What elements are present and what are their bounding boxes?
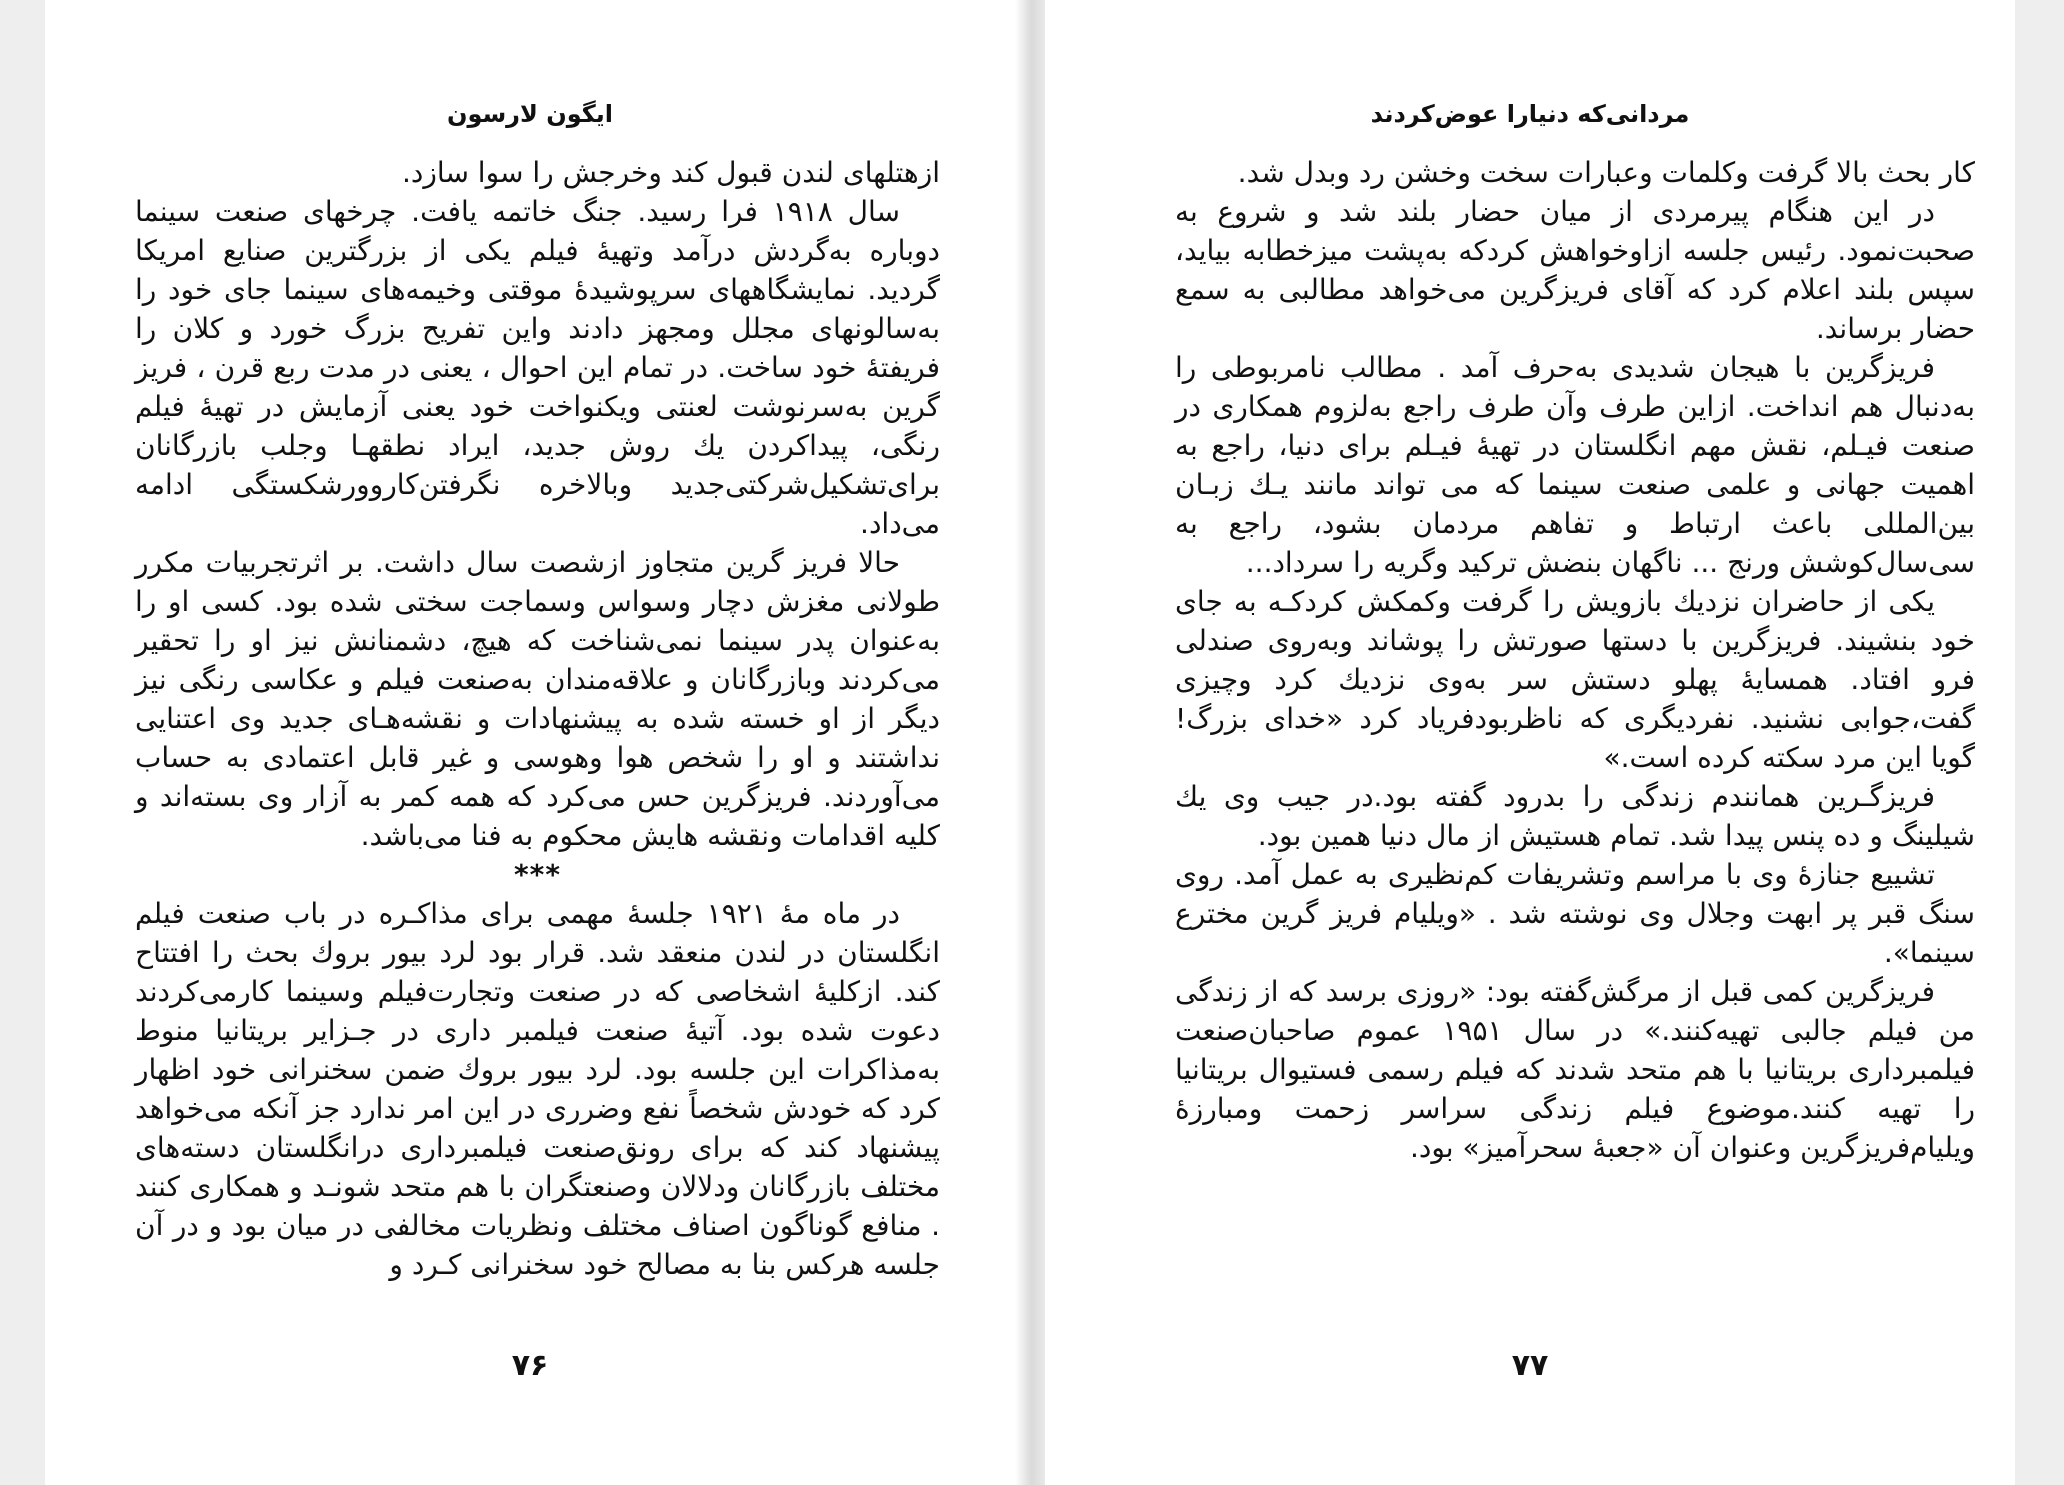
page-number: ۷۷ xyxy=(1511,1348,1549,1383)
paragraph: در ماه مهٔ ۱۹۲۱ جلسهٔ مهمی برای مذاکـره در باب صنعت فیلم انگلستان در لندن منعقد شد. قرار بود لرد بیور بروك بحث را افتتاح کند. ازکلیهٔ اشخاصی که در صنعت وتجارت‌فیلم وسینما کارمی‌کردند دعوت شده بود. آتیهٔ صنعت فیلمبر داری در جـزایر بریتانیا منوط به‌مذاکرات این جلسه بود. لرد بیور بروك ضمن سخنرانی خود اظهار کرد که خودش شخصاً نفع وضرری در این امر ندارد جز آنکه می‌خواهد پیشنهاد کند که برای رونق‌صنعت فیلمبرداری درانگلستان دسته‌های مختلف بازرگانان ودلالان وصنعتگران با هم متحد شونـد و همکاری کنند . منافع گوناگون اصناف مختلف ونظریات مخالفی در میان بود و در آن جلسه هرکس بنا به مصالح خود سخنرانی کـرد و xyxy=(135,897,940,1281)
paragraph: فریزگرین با هیجان شدیدی به‌حرف آمد . مطالب نامربوطی را به‌دنبال هم انداخت. ازاین طرف وآن طرف راجع به‌لزوم همکاری در صنعت فیـلم، نقش مهم انگلستان در تهیهٔ فیـلم برای دنیا، راجع به اهمیت جهانی و علمی صنعت سینما که می تواند مانند یـك زبـان بین‌المللی باعث ارتباط و تفاهم مردمان بشود، راجع به سی‌سال‌کوشش ورنج ... ناگهان بنضش ترکید وگریه را سرداد... xyxy=(1175,351,1975,579)
paragraph: در این هنگام پیرمردی از میان حضار بلند شد و شروع به صحبت‌نمود. رئیس جلسه ازاوخواهش کردکه به‌پشت میزخطابه بیاید، سپس بلند اعلام کرد که آقای فریزگرین می‌خواهد مطالبی به سمع حضار برساند. xyxy=(1175,195,1975,345)
book-gutter xyxy=(1015,0,1045,1485)
header-text: مردانی‌که دنیارا عوض‌کردند xyxy=(1370,100,1690,128)
header-text: ایگون لارسون xyxy=(447,100,613,128)
left-page xyxy=(45,0,1015,1485)
page-number: ۷۶ xyxy=(511,1348,549,1383)
running-header-title xyxy=(1045,100,2015,128)
paragraph: تشییع جنازهٔ وی با مراسم وتشریفات کم‌نظیری به عمل آمد. روی سنگ قبر پر ابهت وجلال وی نوشته شد . «ویلیام فریز گرین مخترع سینما». xyxy=(1175,858,1975,969)
section-break: *** xyxy=(514,858,561,891)
paragraph: حالا فریز گرین متجاوز ازشصت سال داشت. بر اثرتجربیات مکرر طولانی مغزش دچار وسواس وسماجت سختی شده بود. کسی او را به‌عنوان پدر سینما نمی‌شناخت که هیچ، دشمنانش نیز او را تحقیر می‌کردند وبازرگانان و علاقه‌مندان به‌صنعت فیلم و عکاسی رنگی نیز دیگر از او خسته شده به پیشنهادات و نقشه‌هـای جدید وی اعتنایی نداشتند و او را شخص هوا وهوسی و غیر قابل اعتمادی به حساب می‌آوردند. فریزگرین حس می‌کرد که همه کمر به آزار وی بسته‌اند و کلیه اقدامات ونقشه هایش محکوم به فنا می‌باشد. xyxy=(135,546,940,852)
paragraph: فریزگـرین همانندم زندگی را بدرود گفته بود.در جیب وی یك شیلینگ و ده پنس پیدا شد. تمام هستیش از مال دنیا همین بود. xyxy=(1175,780,1975,852)
paragraph: یکی از حاضران نزدیك بازویش را گرفت وکمکش کردکـه به جای خود بنشیند. فریزگرین با دستها صورتش را پوشاند وبه‌روی صندلی فرو افتاد. همسایهٔ پهلو دستش سر به‌وی نزدیك کرد وچیزی گفت،جوابی نشنید. نفردیگری که ناظربودفریاد کرد «خدای بزرگ! گویا این مرد سکته کرده است.» xyxy=(1175,585,1975,774)
paragraph: فریزگرین کمی قبل از مرگش‌گفته بود: «روزی برسد که از زندگی من فیلم جالبی تهیه‌کنند.» در سال ۱۹۵۱ عموم صاحبان‌صنعت فیلمبرداری بریتانیا با هم متحد شدند که فیلم رسمی فستیوال بریتانیا را تهیه کنند.موضوع فیلم زندگی سراسر زحمت ومبارزهٔ ویلیام‌فریز‌گرین وعنوان آن «جعبهٔ سحرآمیز» بود. xyxy=(1175,975,1975,1164)
right-page-body xyxy=(1175,153,1975,1167)
left-page-body xyxy=(135,153,940,1284)
right-page xyxy=(1045,0,2015,1485)
paragraph: سال ۱۹۱۸ فرا رسید. جنگ خاتمه یافت. چرخهای صنعت سینما دوباره به‌گردش درآمد وتهیهٔ فیلم یکی از بزرگترین صنایع امریکا گردید. نمایشگاههای سرپوشیدهٔ موقتی وخیمه‌های سینما جای خود را به‌سالونهای مجلل ومجهز دادند واین تفریح بزرگ خورد و کلان را فریفتهٔ خود ساخت. در تمام این احوال ، یعنی در مدت ربع قرن ، فریز گرین به‌سرنوشت لعنتی ویکنواخت خود یعنی آزمایش در تهیهٔ فیلم رنگی، پیداکردن یك روش جدید، ایراد نطقهـا وجلب بازرگانان برای‌تشکیل‌شرکتی‌جدید وبالاخره نگرفتن‌کاروورشکستگی ادامه می‌داد. xyxy=(135,195,940,540)
running-header-author xyxy=(45,100,1015,128)
paragraph: ازهتلهای لندن قبول کند وخرجش را سوا سازد. xyxy=(402,156,940,189)
paragraph: کار بحث بالا گرفت وکلمات وعبارات سخت وخشن رد وبدل شد. xyxy=(1237,156,1975,189)
